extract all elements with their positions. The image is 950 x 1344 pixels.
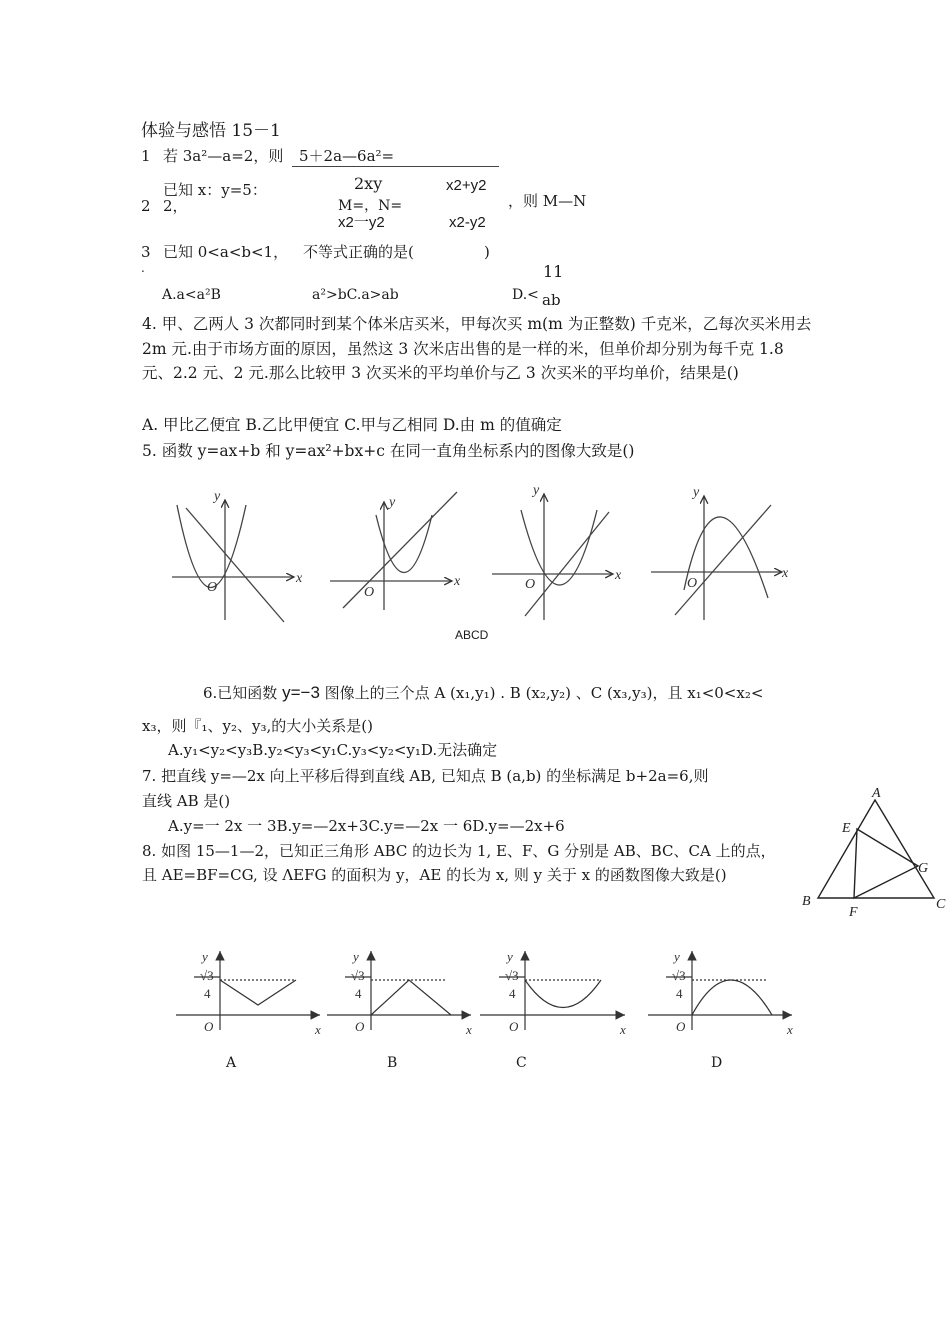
- q5-d-y-label: y: [693, 485, 700, 500]
- q8-line2: 且 AE=BF=CG, 设 ΛEFG 的面积为 y，AE 的长为 x, 则 y 关于 x 的函数图像大致是(): [142, 866, 727, 884]
- q1-text: 若 3a²—a=2，则: [163, 147, 284, 165]
- q5-d-origin: O: [687, 576, 698, 591]
- q8-graph-b-tick-top: √3: [351, 968, 365, 983]
- q8-graph-d-tick-bottom: 4: [676, 986, 683, 1001]
- q5-b-origin: O: [364, 585, 375, 600]
- q8-graph-d-curve: [692, 980, 772, 1015]
- q2-m-numerator: 2xy: [354, 174, 383, 193]
- q2-line2: 2，: [163, 197, 188, 215]
- triangle-label-f: F: [849, 905, 858, 920]
- q5-d-x-label: x: [782, 566, 789, 581]
- q8-graph-c-tick-top: √3: [505, 968, 519, 983]
- q3-option-d: D.<: [512, 287, 539, 303]
- q3-paren-close: ): [484, 243, 490, 261]
- q6-options: A.y₁<y₂<y₃B.y₂<y₃<y₁C.y₃<y₂<y₁D.无法确定: [168, 741, 498, 759]
- q3-option-a: A.a<a²B: [162, 287, 221, 303]
- q8-graph-a-y-label: y: [202, 949, 208, 964]
- q8-graph-b-y-label: y: [353, 949, 359, 964]
- q8-graph-c-y-label: y: [507, 949, 513, 964]
- q8-graph-d-x-label: x: [787, 1022, 793, 1037]
- q6-line1: 6.已知函数 y=−3 图像上的三个点 A (x₁,y₁) . B (x₂,y₂) 、C (x₃,y₃)，且 x₁<0<x₂<: [203, 683, 764, 702]
- q1-number: 1: [141, 147, 151, 165]
- q5-a-y-label: y: [214, 489, 221, 504]
- q8-graph-d-tick-top: √3: [672, 968, 686, 983]
- q8-graph-c-curve: [525, 980, 601, 1008]
- q5-b-y-label: y: [389, 495, 396, 510]
- q5-c-x-label: x: [615, 568, 622, 583]
- triangle-label-b: B: [802, 894, 811, 909]
- q8-graph-b-curve: [371, 980, 451, 1015]
- triangle-label-a: A: [872, 786, 881, 801]
- q5-text: 5. 函数 y=ax+b 和 y=ax²+bx+c 在同一直角坐标系内的图像大致是(): [142, 442, 635, 460]
- q2-n-numerator: x2+y2: [446, 177, 487, 194]
- q2-number: 2: [141, 197, 151, 215]
- triangle-label-g: G: [918, 861, 929, 876]
- q6-line2: x₃，则『₁、y₂、y₃,的大小关系是(): [142, 717, 373, 735]
- q3-dot: .: [141, 261, 145, 275]
- q8-graph-d-origin: O: [676, 1019, 686, 1034]
- q2-n-denominator: x2-y2: [449, 214, 486, 231]
- q8-caption-b: B: [387, 1055, 398, 1071]
- q5-b-x-label: x: [454, 574, 461, 589]
- q7-options: A.y=一 2x 一 3B.y=—2x+3C.y=—2x 一 6D.y=—2x+6: [168, 817, 565, 835]
- q8-graph-c-tick-bottom: 4: [509, 986, 516, 1001]
- q5-c-y-label: y: [533, 483, 540, 498]
- q8-graph-a-origin: O: [204, 1019, 214, 1034]
- triangle-label-c: C: [936, 897, 946, 912]
- q8-graph-c-x-label: x: [620, 1022, 626, 1037]
- q2-tail: ，则 M—N: [508, 192, 587, 210]
- q4-options: A. 甲比乙便宜 B.乙比甲便宜 C.甲与乙相同 D.由 m 的值确定: [142, 416, 562, 434]
- page-title: 体验与感悟 15－1: [141, 121, 281, 141]
- q5-c-origin: O: [525, 577, 536, 592]
- q8-line1: 8. 如图 15—1—2，已知正三角形 ABC 的边长为 1, E、F、G 分别是 AB、BC、CA 上的点，: [142, 842, 776, 860]
- q5-a-origin: O: [207, 580, 218, 595]
- q8-graph-d-y-label: y: [674, 949, 680, 964]
- triangle-label-e: E: [842, 821, 851, 836]
- q7-line1: 7. 把直线 y=—2x 向上平移后得到直线 AB, 已知点 B (a,b) 的坐标满足 b+2a=6,则: [142, 767, 709, 785]
- q5-caption: ABCD: [455, 628, 489, 642]
- q3-text2: 不等式正确的是(: [303, 243, 414, 261]
- q8-caption-c: C: [516, 1055, 527, 1071]
- q4-text: 4. 甲、乙两人 3 次都同时到某个体米店买米，甲每次买 m(m 为正整数) 千克米，乙每次买米用去 2m 元.由于市场方面的原因，虽然这 3 次米店出售的是一样的米，但单价却分别为每千克 1.8 元、2.2 元、2 元.那么比较甲 3 次买米的平均单价与乙 3 次买米的平均单价，结果是(): [142, 315, 812, 382]
- q8-caption-a: A: [226, 1055, 237, 1071]
- q8-graph-a-x-label: x: [315, 1022, 321, 1037]
- q8-caption-d: D: [711, 1055, 723, 1071]
- q8-graph-b-origin: O: [355, 1019, 365, 1034]
- q8-graph-a-tick-bottom: 4: [204, 986, 211, 1001]
- q8-graph-a-curve: [220, 980, 296, 1005]
- q3-d-numerator: 11: [543, 262, 564, 281]
- q8-graph-c-origin: O: [509, 1019, 519, 1034]
- q3-d-denominator: ab: [542, 291, 561, 309]
- q7-line2: 直线 AB 是(): [142, 792, 231, 810]
- q5-a-x-label: x: [296, 571, 303, 586]
- q2-mn-label: M=，N=: [338, 198, 403, 214]
- q2-line1: 已知 x：y=5：: [163, 181, 267, 199]
- q8-graph-b-x-label: x: [466, 1022, 472, 1037]
- q3-option-bc: a²>bC.a>ab: [312, 287, 399, 303]
- q2-m-denominator: x2一y2: [338, 214, 385, 231]
- q1-answer: 5＋2a—6a²=: [292, 146, 499, 167]
- q8-graph-a-tick-top: √3: [200, 968, 214, 983]
- q8-graph-b-tick-bottom: 4: [355, 986, 362, 1001]
- q3-number: 3: [141, 243, 151, 261]
- q3-text: 已知 0<a<b<1，: [163, 243, 289, 261]
